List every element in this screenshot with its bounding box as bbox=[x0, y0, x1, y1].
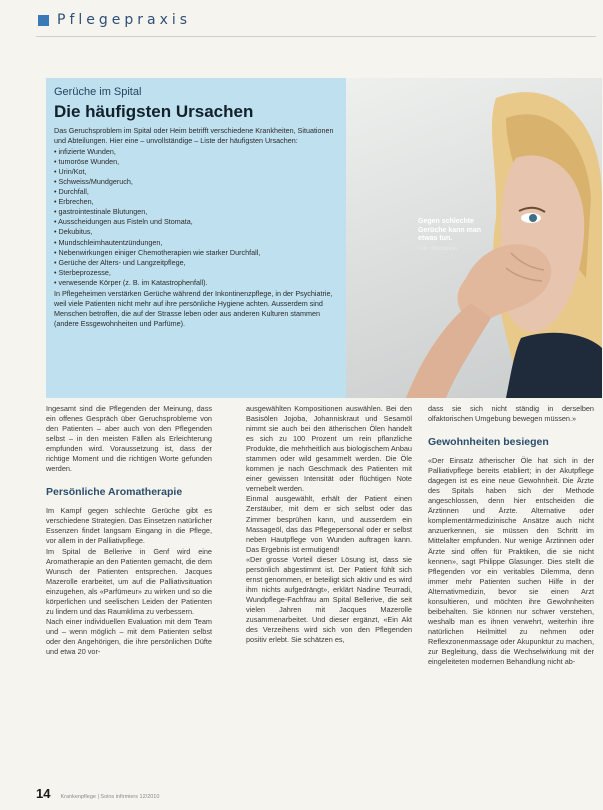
list-item: • Nebenwirkungen einiger Chemotherapien wie starker Durchfall, bbox=[54, 248, 340, 258]
page-footer bbox=[36, 786, 180, 801]
list-item: • tumoröse Wunden, bbox=[54, 157, 340, 167]
info-box bbox=[46, 78, 346, 398]
list-item: • Erbrechen, bbox=[54, 197, 340, 207]
paragraph: ausgewählten Kompositionen auswählen. Bei den Basisölen Jojoba, Johanniskraut und Sesamöl nimmt sie auch bei den ätherischen Ölen handelt es sich zu 100 Prozent um rein pflanzliche Produkte, die mehrheitlich aus biologischem Anbau stammen oder wild gesammelt werden. Die Öle kommen je nach Geschmack des Patienten mit einer gewissen Intensität oder flüchtigen Note vernebelt werden. bbox=[246, 404, 412, 494]
top-divider bbox=[36, 36, 596, 37]
box-outro: In Pflegeheimen verstärken Gerüche während der Inkontinenzpflege, in der Psychiatrie, weil viele Patienten nicht mehr auf ihre persönliche Hygiene achten. Ausserdem sind Menschen betroffen, die auf der Strasse leben oder aus anderen Kulturen stammen (andere Essgewohnheiten und Parfüme). bbox=[54, 289, 333, 329]
photo-credit: Foto: iStockphoto bbox=[418, 245, 457, 252]
photo-caption bbox=[418, 218, 490, 253]
article-body bbox=[46, 404, 602, 774]
paragraph: «Der grosse Vorteil dieser Lösung ist, dass sie persönlich abgestimmt ist. Der Patient fühlt sich ernst genommen, er beteiligt sich aktiv und es wird ihm nichts aufgedrängt», erklärt Nadine Teurradi, Wundpflege-Fachfrau am Spital Bellerive, die seit vielen Jahren mit Jacques Mazerolle zusammenarbeitet. Und dieser ergänzt, «Ein Akt des Verzeihens wird sich von den Pflegenden positiv erlebt. Sie schätzen es, bbox=[246, 554, 412, 645]
rubric-label: Pflegepraxis bbox=[57, 12, 192, 28]
page-number: 14 bbox=[36, 786, 51, 801]
paragraph: dass sie sich nicht ständig in derselben olfaktorischen Umgebung bewegen müssen.» bbox=[428, 404, 594, 424]
column-3 bbox=[428, 404, 594, 667]
list-item: • gastrointestinale Blutungen, bbox=[54, 207, 340, 217]
list-item: • Gerüche der Alters- und Langzeitpflege, bbox=[54, 258, 340, 268]
paragraph: Im Spital de Bellerive in Genf wird eine Aromatherapie an den Patienten gemacht, die dem Wunsch der Patienten entsprechen. Jacques Mazerolle erarbeitet, um auf die Palliativsituation einzugehen, als «Parfümeur» zu wirken und so die körperlichen und seelischen Leiden der Patienten zu lindern und das Raumklima zu verbessern. bbox=[46, 546, 212, 616]
section-rubric bbox=[38, 12, 191, 28]
list-item: • Schweiss/Mundgeruch, bbox=[54, 177, 340, 187]
column-2 bbox=[246, 404, 412, 645]
list-item: • infizierte Wunden, bbox=[54, 147, 340, 157]
causes-list bbox=[54, 147, 340, 288]
woman-holding-nose-photo bbox=[346, 78, 602, 398]
list-item: • verwesende Körper (z. B. im Katastrophenfall). bbox=[54, 278, 340, 288]
column-1 bbox=[46, 404, 212, 657]
list-item: • Ausscheidungen aus Fisteln und Stomata, bbox=[54, 217, 340, 227]
subheading: Gewohnheiten besiegen bbox=[428, 436, 549, 449]
box-intro: Das Geruchsproblem im Spital oder Heim betrifft verschiedene Krankheiten, Situationen und Abteilungen. Hier eine – unvollständige – Liste der häufigsten Ursachen: bbox=[54, 125, 334, 145]
folio: Krankenpflege | Soins infirmiers 12/2010 bbox=[60, 794, 160, 800]
list-item: • Sterbeprozesse, bbox=[54, 268, 340, 278]
paragraph: Nach einer individuellen Evaluation mit dem Team und – wenn möglich – mit dem Patienten selbst oder den Angehörigen, die ihre persönlichen Düfte und etwa 20 vor- bbox=[46, 616, 212, 656]
list-item: • Dekubitus, bbox=[54, 227, 340, 237]
subheading: Persönliche Aromatherapie bbox=[46, 486, 183, 499]
paragraph: «Der Einsatz ätherischer Öle hat sich in der Palliativpflege bereits etabliert; in der Akutpflege dagegen ist es eine neue Gewohnheit. Die Ärzte des Spitals haben sich der Methode angeschlossen, denn hier entscheiden die Ärztinnen und Ärzte. Alternative oder komplementärmedizinische Ansätze auch nicht anzuerkennen, sie müssen den Schritt im Mittelalter empfunden. Nur wenige Ärztinnen oder Ärzte sind offen für Praktiken, die sie nicht kennen», sagt Philippe Glasunger. Dies stellt die Pflegenden vor ein veritables Dilemma, denn immer mehr Patienten suchen Hilfe in der Alternativmedizin, bevor sie einen Arzt konsultieren, und möchten ihre Gewohnheiten beibehalten. Sie können nur schwer verstehen, weshalb man es ihnen verwehrt, weiterhin ihre natürlichen Heilmittel zu nehmen oder Reflexzonenmassage oder Akupunktur zu machen, zur Begleitung, dass die Wechselwirkung mit der eingeleiteten modernen Behandlung nicht ab- bbox=[428, 456, 594, 667]
paragraph: Ingesamt sind die Pflegenden der Meinung, dass ein offenes Gespräch über Geruchsprobleme von den Patienten – aber auch von den Pflegenden selbst – in den meisten Fällen als Erleichterung empfunden wird. Voraussetzung ist, dass der richtige Moment und die richtigen Worte gefunden werden. bbox=[46, 404, 212, 474]
list-item: • Urin/Kot, bbox=[54, 167, 340, 177]
box-title: Die häufigsten Ursachen bbox=[54, 102, 254, 121]
rubric-square-icon bbox=[38, 15, 49, 26]
hero-section bbox=[46, 78, 602, 398]
paragraph: Einmal ausgewählt, erhält der Patient einen Zerstäuber, mit dem er sich selbst oder das Zimmer besprühen kann, und ausserdem ein Massageöl, das das Pflegepersonal oder er selbst neben Hautpflege von Wunden auftragen kann. Das Ergebnis ist ermutigend! bbox=[246, 494, 412, 554]
paragraph: Im Kampf gegen schlechte Gerüche gibt es verschiedene Strategien. Das Einsetzen natürlicher Essenzen findet langsam Eingang in die Pflege, vor allem in der Palliativpflege. bbox=[46, 506, 212, 546]
caption-text: Gegen schlechte Gerüche kann man etwas tun. bbox=[418, 218, 482, 242]
box-kicker: Gerüche im Spital bbox=[54, 86, 142, 98]
list-item: • Durchfall, bbox=[54, 187, 340, 197]
list-item: • Mundschleimhautentzündungen, bbox=[54, 238, 340, 248]
